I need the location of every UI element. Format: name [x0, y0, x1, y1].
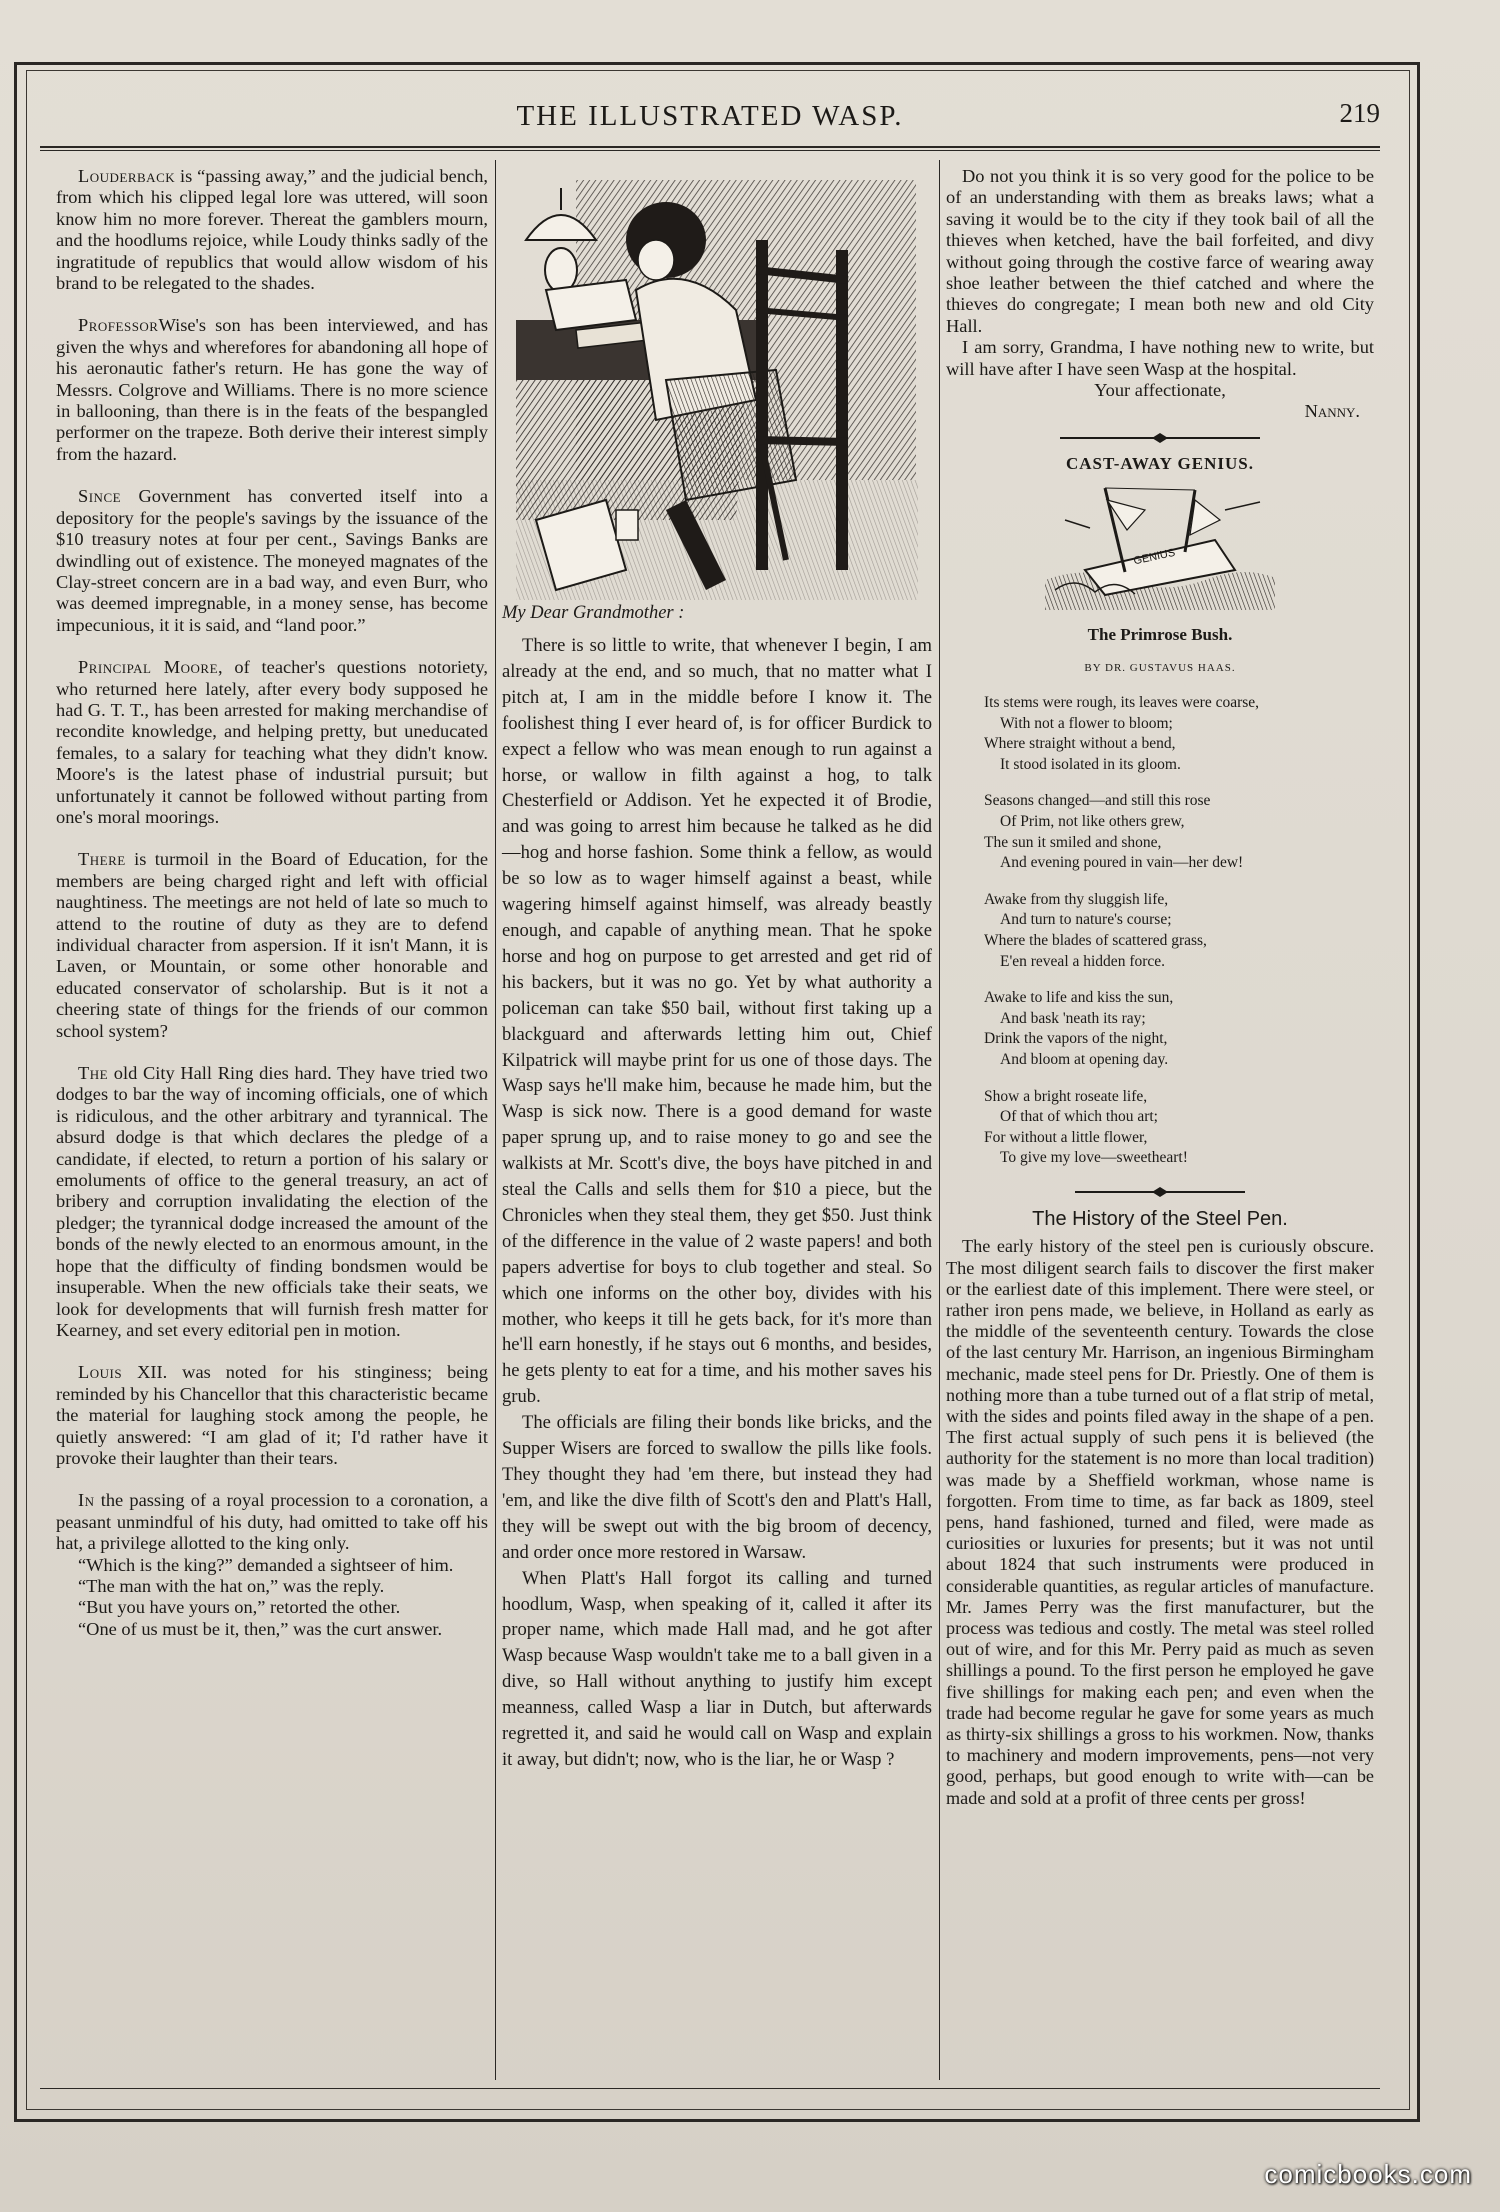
poem-line: It stood isolated in its gloom.: [1000, 755, 1181, 773]
poem-line: Where straight without a bend,: [984, 735, 1176, 753]
paragraph-principal-moore: [56, 657, 488, 828]
poem-line: The sun it smiled and shone,: [984, 833, 1162, 851]
poem-line: Awake to life and kiss the sun,: [984, 989, 1174, 1007]
paragraph-board-of-education: [56, 849, 488, 1042]
poem-stanza: [984, 791, 1374, 873]
poem-line: With not a flower to bloom;: [1000, 714, 1173, 732]
poem-line: To give my love—sweetheart!: [1000, 1149, 1188, 1167]
grandmother-letter: [502, 633, 932, 1773]
watermark: comicbooks.com: [1264, 2159, 1472, 2189]
lead-word: There: [78, 849, 126, 870]
publication-title: THE ILLUSTRATED WASP.: [516, 100, 904, 132]
column-divider: [939, 160, 940, 2080]
cartoon-title: CAST-AWAY GENIUS.: [1065, 453, 1254, 473]
dialogue-line: “Which is the king?” demanded a sightseer of him.: [78, 1554, 454, 1575]
poem-line: Awake from thy sluggish life,: [984, 890, 1169, 908]
letter-paragraph: The officials are filing their bonds like bricks, and the Supper Wisers are forced to swallow the pills like fools. They thought they had 'em there, but instead they had 'em, and like the dive filth of Scott's den and Platt's Hall, they will be swept out with the big broom of decency, and order once more restored in Warsaw.: [502, 1412, 932, 1563]
letter-paragraph: There is so little to write, that whenever I begin, I am already at the end, and so much, that no matter what I pitch at, I am in the middle before I know it. The foolishest thing I ever heard of, is for officer Burdick to expect a fellow who was mean enough to run against a horse, or wallow in filth against a hog, to talk Chesterfield or Addison. Yet he expected it of Brodie, and was going to arrest him because he talked as he did—hog and horse fashion. Some think a fellow, as would be so low as to wager himself against a beast, while wagering himself against himself, was already beastly enough, and capable of anything mean. That he spoke horse and hog on purpose to get arrested and get rid of his backers, but it was no go. Yet by what authority a policeman can take $50 bail, without first taking up a blackguard and afterwards letting him out, Chief Kilpatrick will maybe print for us one of those days. The Wasp says he'll make him, because he made him, but the Wasp is sick now. There is a good demand for waste paper sprung up, and to raise money to go and see the walkists at Mr. Scott's dive, the boys have pitched in and steal the Calls and sells them for $10 a piece, but the Chronicles when they steal them, they get $50. Just think of the difference in the value of 2 waste papers! and both papers advertise for boys to club together and steal. So which one informs on the other boy, divides with his mother, who keeps it till he gets back, for it's more than he'll earn honestly, if he stays out 6 months, and besides, he gets plenty to eat for a time, and his mother saves his grub.: [502, 635, 932, 1408]
letter-salutation: My Dear Grandmother :: [502, 603, 685, 623]
lead-word: Principal Moore: [78, 657, 219, 678]
lead-word: In: [78, 1490, 95, 1511]
poem-line: Where the blades of scattered grass,: [984, 932, 1207, 950]
poem-line: And turn to nature's course;: [1000, 911, 1172, 929]
lead-word: The: [78, 1063, 109, 1084]
ship-label: GENIUS: [1132, 547, 1177, 568]
article-title: The History of the Steel Pen.: [1032, 1207, 1288, 1230]
poem-line: Seasons changed—and still this rose: [984, 792, 1211, 810]
paragraph-text: Government has converted itself into a depository for the people's savings by the issuance of the $10 treasury notes at four per cent., Savings Banks are dwindling out of existence. The moneyed magnates of the Clay-street concern are in a bad way, and even Burr, who was deemed impregnable, in a money sense, has become impecunious, it it is said, and “land poor.”: [56, 486, 488, 635]
shipwreck-cartoon: [1045, 480, 1275, 610]
column-right: [946, 166, 1374, 1809]
header-rule-thin: [40, 150, 1380, 151]
paragraph-text: the passing of a royal procession to a coronation, a peasant unmindful of his duty, had omitted to take off his hat, a privilege allotted to the king only.: [56, 1490, 488, 1554]
paragraph-city-hall-ring: [56, 1063, 488, 1341]
girl-writing-illustration: [516, 180, 918, 600]
paragraph-text: Wise's son has been interviewed, and has given the whys and wherefores for abandoning all hope of his aeronautic father's return. He has gone the way of Messrs. Colgrove and Williams. There is no more science in ballooning, than there is in the feats of the bespangled performer on the trapeze. Both derive their interest simply from the hazard.: [56, 315, 488, 464]
poem-stanza: [984, 693, 1374, 775]
article-body: The early history of the steel pen is curiously obscure. The most diligent search fails to discover the first maker or the earliest date of this implement. There were steel, or rather iron pens made, we believe, in Holland as early as the middle of the seventeenth century. Towards the close of the last century Mr. Harrison, an ingenious Birmingham mechanic, made steel pens for Dr. Priestly. One of them is nothing more than a tube turned out of a flat strip of metal, with the sides and points filed away in the shape of a pen. The first actual supply of such pens it is believed (the authority for the statement is no more than local tradition) was made by a Sheffield workman, whose name is forgotten. From time to time, as far back as 1809, steel pens, hand fashioned, turned and filed, were made as curiosities or luxuries for presents; but it was not until about 1824 that such instruments were produced in considerable quantities, as regular articles of manufacture. Mr. James Perry was the first manufacturer, but the process was tedious and costly. The metal was steel rolled out of wire, and for this Mr. Perry paid as much as seven shillings a pound. To the first person he employed he gave five shillings for making each pen; and even when the trade had become regular he gave for some years as much as thirty-six shillings a gross to his workmen. Now, thanks to machinery and modern improvements, pens—not very good, perhaps, but good enough to write with—can be made and sold at a profit of three cents per gross!: [946, 1236, 1374, 1808]
poem-line: Its stems were rough, its leaves were coarse,: [984, 694, 1260, 712]
poem-body: [984, 693, 1374, 1169]
poem-line: E'en reveal a hidden force.: [1000, 952, 1166, 970]
lead-word: Professor: [78, 315, 159, 336]
poem-line: And evening poured in vain—her dew!: [1000, 854, 1244, 872]
poem-line: Show a bright roseate life,: [984, 1087, 1148, 1105]
ornamental-divider: [1075, 1185, 1245, 1199]
poem-line: Of that of which thou art;: [1000, 1108, 1158, 1126]
header-rule: [40, 146, 1380, 148]
letter-paragraph: Do not you think it is so very good for the police to be of an understanding with them as breaks laws; what a saving it would be to the city if they took bail of all the thieves when ketched, have the bail forfeited, and divy without going through the costive farce of wearing away shoe leather between the thief catched and where the thieves do congregate; I mean both new and old City Hall.: [946, 166, 1374, 336]
ornamental-divider: [1060, 431, 1260, 445]
page-number: 219: [1339, 98, 1380, 128]
paragraph-text: old City Hall Ring dies hard. They have tried two dodges to bar the way of incoming officials, one of which is ridiculous, and the other arbitrary and tyrannical. The absurd dodge is that which declares the pledge of a candidate, if elected, to return a portion of his salary or emoluments of office to the general treasury, an act of bribery and corruption invalidating the election of the pledger; the tyrannical dodge increased the amount of the bonds of the newly elected to an enormous amount, in the hope that the difficulty of finding bondsmen would be insuperable. When the new officials take their seats, we look for developments that will furnish fresh matter for Kearney, and set every editorial pen in motion.: [56, 1063, 488, 1340]
dialogue-line: “But you have yours on,” retorted the other.: [78, 1597, 401, 1618]
lead-word: Louis: [78, 1362, 123, 1383]
poem-stanza: [984, 988, 1374, 1070]
paragraph-royal-procession: [56, 1490, 488, 1554]
poem-line: And bloom at opening day.: [1000, 1051, 1169, 1068]
letter-paragraph: When Platt's Hall forgot its calling and turned hoodlum, Wasp, when speaking of it, called it after its proper name, which made Hall mad, and he got after Wasp because Wasp wouldn't take me to a ball given in a dive, so Hall without anything to justify him except meanness, called Wasp a liar in Dutch, but afterwards regretted it, and said he would call on Wasp and explain it away, but didn't; now, who is the liar, he or Wasp ?: [502, 1567, 932, 1770]
letter-signature: Nanny.: [1304, 401, 1360, 422]
poem-stanza: [984, 890, 1374, 972]
paragraph-text: is turmoil in the Board of Education, for the members are being charged right and left with official naughtiness. The meetings are not held of late so much to attend to the routine of duty as they are to defend individual character from aspersion. If it isn't Mann, it is Laven, or Mountain, or some other honorable and educated conservator of scholarship. But is it not a cheering state of things for the friends of our common school system?: [56, 849, 488, 1041]
poem-line: Of Prim, not like others grew,: [1000, 813, 1185, 831]
dialogue-line: “The man with the hat on,” was the reply.: [78, 1575, 385, 1596]
lead-word: Since: [78, 486, 122, 507]
column-left: [56, 166, 488, 1640]
footer-rule: [40, 2088, 1380, 2089]
paragraph-louis-xii: [56, 1362, 488, 1469]
poem-line: Drink the vapors of the night,: [984, 1030, 1168, 1048]
page-header: [40, 96, 1380, 136]
paragraph-text: is “passing away,” and the judicial bench, from which his clipped legal lore was uttered, will soon know him no more forever. Thereat the gamblers mourn, and the hoodlums rejoice, while Loudy thinks sadly of the ingratitude of republics that would allow wisdom of his brand to be relegated to the shades.: [56, 166, 488, 294]
paragraph-text: , of teacher's questions notoriety, who returned here lately, after every body supposed he had G. T. T., has been arrested for making merchandise of recondite knowledge, and helping pretty, but uneducated females, to a salary for teaching what they didn't know. Moore's is the latest phase of industrial pursuit; but unfortunately it cannot be followed without parting from one's moral moorings.: [56, 657, 488, 827]
paragraph-louderback: [56, 166, 488, 294]
column-divider: [495, 160, 496, 2080]
poem-title: The Primrose Bush.: [1087, 625, 1233, 645]
poem-stanza: [984, 1087, 1374, 1169]
paragraph-text: XII. was noted for his stinginess; being reminded by his Chancellor that this characteristic became the material for laughing stock among the people, he quietly answered: “I am glad of it; I'd rather have it provoke their laughter than their tears.: [56, 1362, 488, 1468]
poem-line: For without a little flower,: [984, 1128, 1148, 1146]
dialogue-line: “One of us must be it, then,” was the curt answer.: [78, 1618, 443, 1639]
paragraph-professor-wise: [56, 315, 488, 465]
letter-paragraph: I am sorry, Grandma, I have nothing new to write, but will have after I have seen Wasp at the hospital.: [946, 337, 1374, 379]
poem-author: BY DR. GUSTAVUS HAAS.: [1084, 661, 1236, 674]
letter-signoff: Your affectionate,: [1094, 380, 1226, 401]
poem-line: And bask 'neath its ray;: [1000, 1009, 1146, 1027]
lead-word: Louderback: [78, 166, 176, 186]
paragraph-savings-banks: [56, 486, 488, 636]
